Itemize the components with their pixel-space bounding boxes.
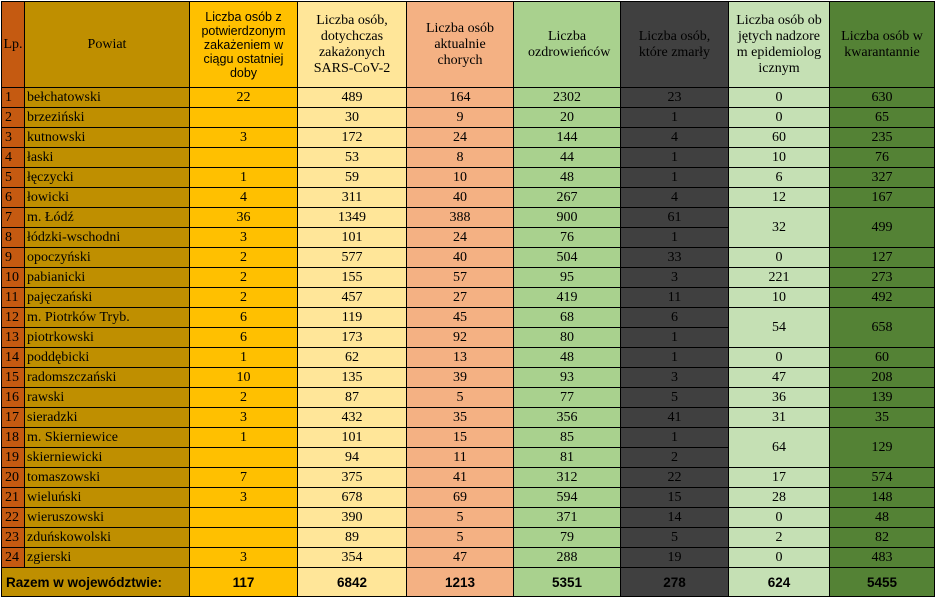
cell-quarantine: 129 (830, 428, 935, 468)
cell-active-cases: 8 (407, 148, 514, 168)
table-row (2, 508, 935, 528)
cell-new-cases: 2 (190, 268, 298, 288)
cell-active-cases: 388 (407, 208, 514, 228)
cell-active-cases: 24 (407, 228, 514, 248)
cell-total-cases: 135 (298, 368, 407, 388)
cell-supervision: 221 (729, 268, 830, 288)
cell-lp: 6 (2, 188, 25, 208)
cell-supervision: 0 (729, 508, 830, 528)
totals-row (2, 568, 935, 597)
cell-active-cases: 10 (407, 168, 514, 188)
table-row (2, 108, 935, 128)
table-row (2, 188, 935, 208)
table-row (2, 468, 935, 488)
cell-active-cases: 57 (407, 268, 514, 288)
table-row (2, 548, 935, 568)
cell-powiat: kutnowski (25, 128, 190, 148)
cell-lp: 7 (2, 208, 25, 228)
cell-lp: 23 (2, 528, 25, 548)
cell-active-cases: 45 (407, 308, 514, 328)
cell-total-cases: 89 (298, 528, 407, 548)
cell-quarantine: 327 (830, 168, 935, 188)
cell-active-cases: 47 (407, 548, 514, 568)
cell-new-cases: 2 (190, 388, 298, 408)
cell-new-cases: 1 (190, 348, 298, 368)
cell-supervision: 0 (729, 108, 830, 128)
table-row (2, 488, 935, 508)
cell-lp: 3 (2, 128, 25, 148)
cell-active-cases: 164 (407, 88, 514, 108)
cell-deaths: 33 (621, 248, 729, 268)
cell-total-cases: 678 (298, 488, 407, 508)
cell-lp: 14 (2, 348, 25, 368)
cell-recovered: 371 (514, 508, 621, 528)
cell-supervision: 31 (729, 408, 830, 428)
cell-active-cases: 69 (407, 488, 514, 508)
cell-deaths: 1 (621, 428, 729, 448)
cell-powiat: wieluński (25, 488, 190, 508)
cell-deaths: 1 (621, 328, 729, 348)
cell-total-cases: 173 (298, 328, 407, 348)
cell-deaths: 1 (621, 108, 729, 128)
cell-recovered: 267 (514, 188, 621, 208)
cell-active-cases: 39 (407, 368, 514, 388)
totals-active-cases: 1213 (407, 568, 514, 597)
table-row (2, 128, 935, 148)
cell-total-cases: 432 (298, 408, 407, 428)
cell-active-cases: 9 (407, 108, 514, 128)
cell-active-cases: 27 (407, 288, 514, 308)
cell-powiat: m. Skierniewice (25, 428, 190, 448)
header-quarantine: Liczba osób w kwarantannie (830, 2, 935, 88)
cell-recovered: 144 (514, 128, 621, 148)
cell-supervision: 6 (729, 168, 830, 188)
cell-quarantine: 35 (830, 408, 935, 428)
cell-lp: 16 (2, 388, 25, 408)
cell-quarantine: 60 (830, 348, 935, 368)
cell-deaths: 23 (621, 88, 729, 108)
cell-powiat: tomaszowski (25, 468, 190, 488)
cell-lp: 15 (2, 368, 25, 388)
cell-lp: 12 (2, 308, 25, 328)
cell-new-cases: 3 (190, 548, 298, 568)
cell-supervision: 10 (729, 148, 830, 168)
cell-new-cases: 3 (190, 488, 298, 508)
cell-total-cases: 489 (298, 88, 407, 108)
cell-active-cases: 40 (407, 248, 514, 268)
totals-supervision: 624 (729, 568, 830, 597)
cell-quarantine: 208 (830, 368, 935, 388)
cell-recovered: 68 (514, 308, 621, 328)
cell-deaths: 3 (621, 368, 729, 388)
header-powiat: Powiat (25, 2, 190, 88)
cell-new-cases (190, 448, 298, 468)
table-row (2, 368, 935, 388)
cell-powiat: opoczyński (25, 248, 190, 268)
cell-quarantine: 48 (830, 508, 935, 528)
cell-total-cases: 94 (298, 448, 407, 468)
table-row (2, 528, 935, 548)
cell-recovered: 44 (514, 148, 621, 168)
cell-new-cases (190, 528, 298, 548)
cell-recovered: 2302 (514, 88, 621, 108)
cell-supervision: 17 (729, 468, 830, 488)
cell-powiat: łowicki (25, 188, 190, 208)
cell-recovered: 76 (514, 228, 621, 248)
cell-deaths: 22 (621, 468, 729, 488)
table-row (2, 348, 935, 368)
cell-lp: 1 (2, 88, 25, 108)
cell-recovered: 93 (514, 368, 621, 388)
cell-quarantine: 127 (830, 248, 935, 268)
cell-supervision: 47 (729, 368, 830, 388)
table-row (2, 148, 935, 168)
cell-supervision: 54 (729, 308, 830, 348)
cell-quarantine: 483 (830, 548, 935, 568)
cell-deaths: 6 (621, 308, 729, 328)
cell-total-cases: 390 (298, 508, 407, 528)
cell-deaths: 15 (621, 488, 729, 508)
cell-powiat: radomszczański (25, 368, 190, 388)
table-row (2, 248, 935, 268)
cell-active-cases: 5 (407, 528, 514, 548)
cell-active-cases: 11 (407, 448, 514, 468)
cell-powiat: piotrkowski (25, 328, 190, 348)
cell-supervision: 0 (729, 248, 830, 268)
cell-lp: 9 (2, 248, 25, 268)
totals-quarantine: 5455 (830, 568, 935, 597)
cell-lp: 8 (2, 228, 25, 248)
cell-active-cases: 35 (407, 408, 514, 428)
cell-new-cases: 7 (190, 468, 298, 488)
cell-total-cases: 62 (298, 348, 407, 368)
cell-supervision: 36 (729, 388, 830, 408)
cell-recovered: 288 (514, 548, 621, 568)
cell-new-cases: 6 (190, 308, 298, 328)
cell-active-cases: 40 (407, 188, 514, 208)
cell-total-cases: 311 (298, 188, 407, 208)
header-row (2, 2, 935, 88)
cell-total-cases: 119 (298, 308, 407, 328)
cell-deaths: 1 (621, 148, 729, 168)
cell-supervision: 60 (729, 128, 830, 148)
cell-powiat: m. Piotrków Tryb. (25, 308, 190, 328)
cell-lp: 11 (2, 288, 25, 308)
cell-new-cases: 3 (190, 408, 298, 428)
cell-recovered: 79 (514, 528, 621, 548)
totals-recovered: 5351 (514, 568, 621, 597)
cell-quarantine: 65 (830, 108, 935, 128)
cell-supervision: 0 (729, 348, 830, 368)
cell-supervision: 12 (729, 188, 830, 208)
cell-new-cases: 2 (190, 288, 298, 308)
cell-powiat: łódzki-wschodni (25, 228, 190, 248)
header-lp: Lp. (2, 2, 25, 88)
cell-powiat: brzeziński (25, 108, 190, 128)
cell-powiat: bełchatowski (25, 88, 190, 108)
cell-recovered: 594 (514, 488, 621, 508)
table-row (2, 268, 935, 288)
cell-deaths: 5 (621, 528, 729, 548)
cell-powiat: rawski (25, 388, 190, 408)
cell-total-cases: 457 (298, 288, 407, 308)
cell-new-cases: 22 (190, 88, 298, 108)
cell-total-cases: 30 (298, 108, 407, 128)
cell-active-cases: 15 (407, 428, 514, 448)
cell-quarantine: 76 (830, 148, 935, 168)
cell-recovered: 312 (514, 468, 621, 488)
cell-quarantine: 492 (830, 288, 935, 308)
header-total-cases: Liczba osób, dotychczas zakażonych SARS-CoV-2 (298, 2, 407, 88)
cell-powiat: sieradzki (25, 408, 190, 428)
cell-new-cases: 1 (190, 428, 298, 448)
cell-new-cases: 6 (190, 328, 298, 348)
header-recovered: Liczba ozdrowieńców (514, 2, 621, 88)
cell-recovered: 504 (514, 248, 621, 268)
cell-deaths: 3 (621, 268, 729, 288)
cell-lp: 24 (2, 548, 25, 568)
cell-deaths: 19 (621, 548, 729, 568)
cell-total-cases: 375 (298, 468, 407, 488)
table-row (2, 408, 935, 428)
header-new-cases: Liczba osób z potwierdzonym zakażeniem w ciągu ostatniej doby (190, 2, 298, 88)
cell-lp: 22 (2, 508, 25, 528)
cell-powiat: łaski (25, 148, 190, 168)
cell-deaths: 11 (621, 288, 729, 308)
cell-supervision: 2 (729, 528, 830, 548)
cell-quarantine: 167 (830, 188, 935, 208)
cell-new-cases: 3 (190, 228, 298, 248)
cell-powiat: m. Łódź (25, 208, 190, 228)
cell-supervision: 64 (729, 428, 830, 468)
cell-total-cases: 1349 (298, 208, 407, 228)
cell-total-cases: 101 (298, 228, 407, 248)
cell-lp: 5 (2, 168, 25, 188)
cell-total-cases: 59 (298, 168, 407, 188)
cell-supervision: 32 (729, 208, 830, 248)
cell-supervision: 0 (729, 548, 830, 568)
cell-total-cases: 101 (298, 428, 407, 448)
cell-powiat: pabianicki (25, 268, 190, 288)
cell-deaths: 2 (621, 448, 729, 468)
table-row (2, 88, 935, 108)
cell-powiat: wieruszowski (25, 508, 190, 528)
cell-powiat: pajęczański (25, 288, 190, 308)
table-row (2, 308, 935, 328)
cell-total-cases: 53 (298, 148, 407, 168)
cell-powiat: skierniewicki (25, 448, 190, 468)
cell-new-cases: 4 (190, 188, 298, 208)
cell-quarantine: 148 (830, 488, 935, 508)
cell-recovered: 81 (514, 448, 621, 468)
table-body (2, 88, 935, 568)
totals-new-cases: 117 (190, 568, 298, 597)
table-row (2, 208, 935, 228)
cell-total-cases: 577 (298, 248, 407, 268)
cell-recovered: 419 (514, 288, 621, 308)
cell-active-cases: 92 (407, 328, 514, 348)
cell-lp: 21 (2, 488, 25, 508)
cell-lp: 18 (2, 428, 25, 448)
cell-active-cases: 41 (407, 468, 514, 488)
cell-supervision: 28 (729, 488, 830, 508)
cell-supervision: 10 (729, 288, 830, 308)
cell-supervision: 0 (729, 88, 830, 108)
cell-new-cases (190, 148, 298, 168)
cell-total-cases: 87 (298, 388, 407, 408)
cell-deaths: 61 (621, 208, 729, 228)
cell-recovered: 48 (514, 348, 621, 368)
cell-powiat: poddębicki (25, 348, 190, 368)
cell-deaths: 4 (621, 128, 729, 148)
cell-quarantine: 273 (830, 268, 935, 288)
cell-deaths: 1 (621, 348, 729, 368)
cell-lp: 19 (2, 448, 25, 468)
cell-powiat: łęczycki (25, 168, 190, 188)
cell-deaths: 5 (621, 388, 729, 408)
cell-deaths: 41 (621, 408, 729, 428)
cell-new-cases: 1 (190, 168, 298, 188)
cell-new-cases: 2 (190, 248, 298, 268)
cell-quarantine: 139 (830, 388, 935, 408)
cell-recovered: 80 (514, 328, 621, 348)
cell-recovered: 77 (514, 388, 621, 408)
cell-recovered: 356 (514, 408, 621, 428)
cell-quarantine: 499 (830, 208, 935, 248)
cell-new-cases: 10 (190, 368, 298, 388)
cell-new-cases (190, 508, 298, 528)
cell-quarantine: 630 (830, 88, 935, 108)
cell-lp: 4 (2, 148, 25, 168)
cell-powiat: zgierski (25, 548, 190, 568)
header-supervision: Liczba osób objętych nadzorem epidemiologicznym (729, 2, 830, 88)
header-deaths: Liczba osób, które zmarły (621, 2, 729, 88)
cell-active-cases: 5 (407, 388, 514, 408)
cell-new-cases (190, 108, 298, 128)
table-row (2, 288, 935, 308)
table-row (2, 168, 935, 188)
totals-label: Razem w województwie: (2, 568, 190, 597)
cell-lp: 13 (2, 328, 25, 348)
cell-deaths: 4 (621, 188, 729, 208)
cell-deaths: 1 (621, 168, 729, 188)
totals-deaths: 278 (621, 568, 729, 597)
cell-lp: 10 (2, 268, 25, 288)
cell-new-cases: 3 (190, 128, 298, 148)
cell-new-cases: 36 (190, 208, 298, 228)
cell-recovered: 95 (514, 268, 621, 288)
cell-recovered: 48 (514, 168, 621, 188)
cell-total-cases: 172 (298, 128, 407, 148)
cell-active-cases: 13 (407, 348, 514, 368)
cell-total-cases: 155 (298, 268, 407, 288)
cell-quarantine: 658 (830, 308, 935, 348)
cell-lp: 2 (2, 108, 25, 128)
header-active-cases: Liczba osób aktualnie chorych (407, 2, 514, 88)
cell-quarantine: 235 (830, 128, 935, 148)
cell-recovered: 85 (514, 428, 621, 448)
cell-active-cases: 5 (407, 508, 514, 528)
cell-recovered: 20 (514, 108, 621, 128)
cell-quarantine: 82 (830, 528, 935, 548)
cell-total-cases: 354 (298, 548, 407, 568)
cell-powiat: zduńskowolski (25, 528, 190, 548)
cell-deaths: 1 (621, 228, 729, 248)
table-row (2, 428, 935, 448)
cell-quarantine: 574 (830, 468, 935, 488)
cell-deaths: 14 (621, 508, 729, 528)
cell-lp: 17 (2, 408, 25, 428)
cell-active-cases: 24 (407, 128, 514, 148)
table-row (2, 388, 935, 408)
covid-stats-table (1, 1, 935, 597)
cell-lp: 20 (2, 468, 25, 488)
cell-recovered: 900 (514, 208, 621, 228)
totals-total-cases: 6842 (298, 568, 407, 597)
